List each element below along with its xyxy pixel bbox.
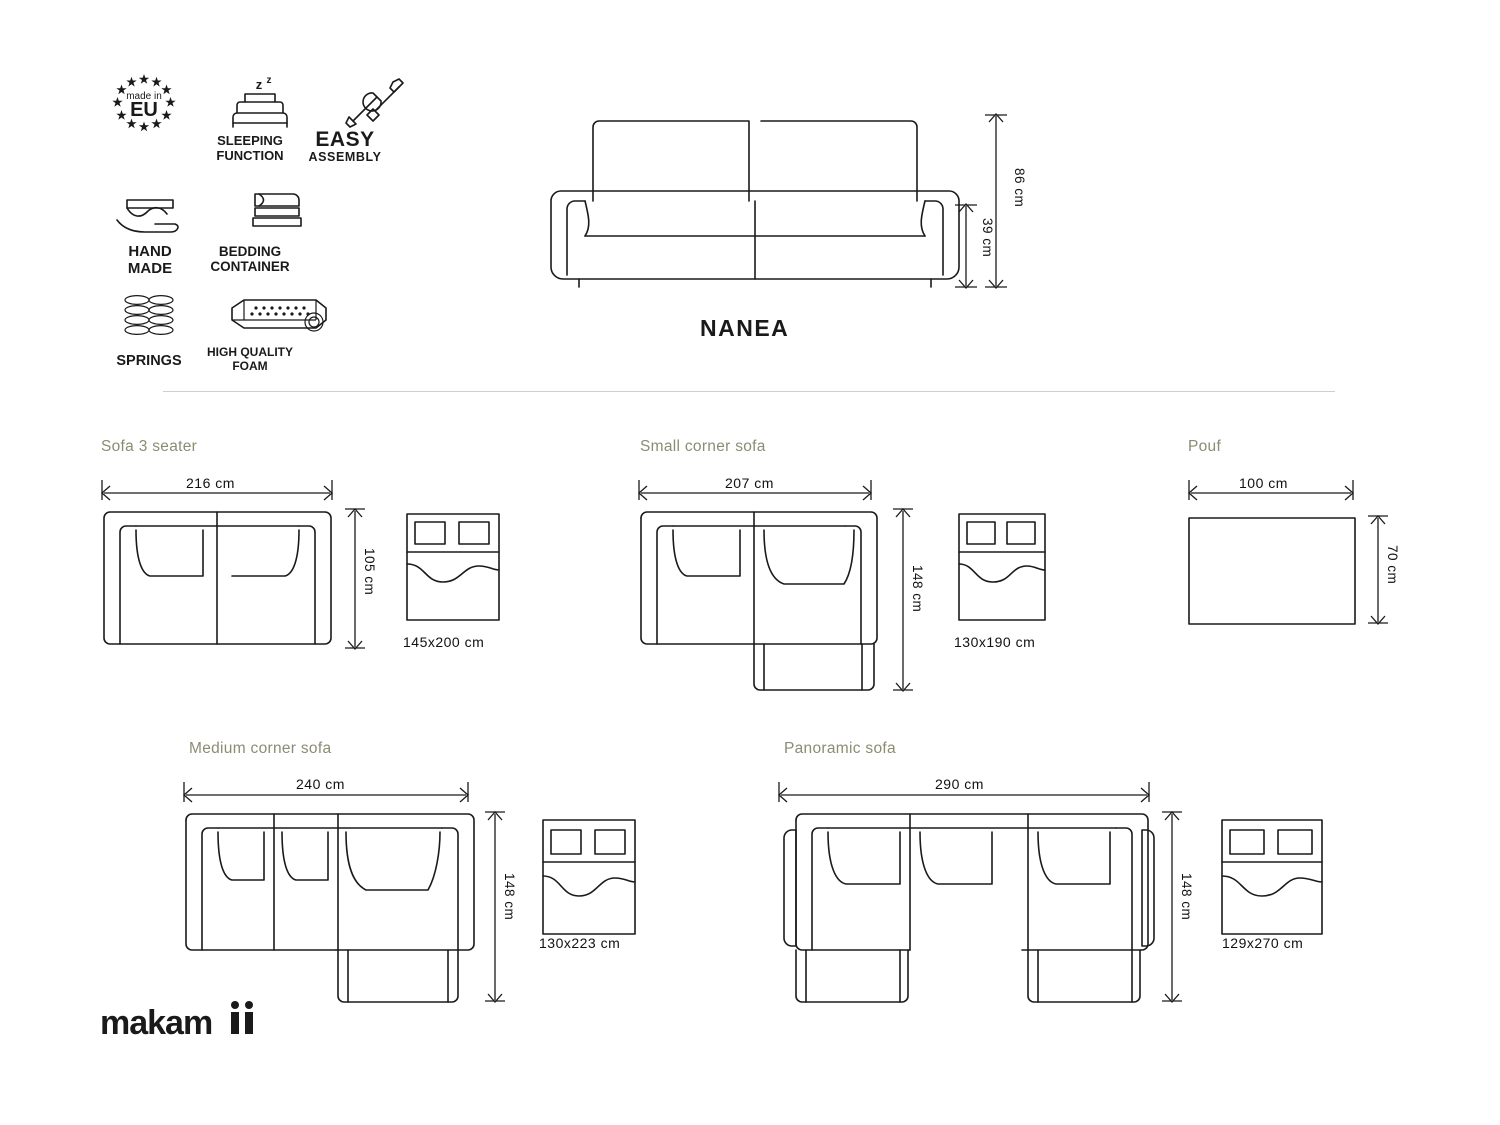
bed-label-panoramic-sofa: 129x270 cm — [1222, 935, 1304, 951]
feature-springs — [100, 286, 200, 348]
hero-height-label: 86 cm — [1012, 168, 1027, 208]
topview-sofa-3-seater — [100, 508, 335, 648]
springs-icon — [119, 286, 181, 348]
feature-badge-group — [100, 72, 420, 362]
depth-label-panoramic-sofa: 148 cm — [1179, 873, 1194, 921]
svg-text:z: z — [266, 75, 272, 86]
topview-pouf — [1187, 516, 1359, 626]
hero-height-dimension — [985, 110, 1007, 292]
variant-title-panoramic-sofa: Panoramic sofa — [784, 740, 896, 757]
bed-topview-medium-corner-sofa — [541, 818, 637, 936]
feature-hand-made — [100, 180, 200, 242]
bed-label-sofa-3-seater: 145x200 cm — [403, 634, 485, 650]
bed-topview-panoramic-sofa — [1220, 818, 1324, 936]
brand-logo — [100, 1000, 270, 1046]
svg-text:makam: makam — [100, 1004, 213, 1042]
width-label-panoramic-sofa: 290 cm — [935, 776, 984, 792]
variant-title-small-corner-sofa: Small corner sofa — [640, 438, 766, 455]
feature-label-hand-made — [100, 244, 200, 278]
feature-row-3 — [100, 286, 420, 348]
bed-topview-small-corner-sofa — [957, 512, 1047, 622]
tools-icon — [343, 72, 409, 134]
feature-sleeping-function — [216, 72, 304, 134]
hero-sofa-illustration — [545, 105, 965, 305]
topview-panoramic-sofa — [778, 810, 1160, 1006]
product-name: NANEA — [700, 315, 790, 341]
feature-label-sleeping-function — [200, 134, 300, 163]
width-label-small-corner-sofa: 207 cm — [725, 475, 774, 491]
feature-label-line: SLEEPING — [217, 133, 283, 148]
feature-row-2 — [100, 180, 420, 242]
variant-title-pouf: Pouf — [1188, 438, 1222, 455]
feature-label-line: HAND — [128, 243, 172, 260]
feature-bedding-container — [228, 180, 328, 242]
depth-label-sofa-3-seater: 105 cm — [362, 548, 377, 596]
depth-label-pouf: 70 cm — [1385, 545, 1400, 585]
feature-label-easy-assembly — [300, 128, 390, 165]
width-label-pouf: 100 cm — [1239, 475, 1288, 491]
feature-row-1 — [100, 72, 420, 134]
variant-title-medium-corner-sofa: Medium corner sofa — [189, 740, 332, 757]
variant-title-sofa-3-seater: Sofa 3 seater — [101, 438, 198, 455]
topview-medium-corner-sofa — [182, 810, 478, 1006]
bed-topview-sofa-3-seater — [405, 512, 501, 622]
svg-text:EU: EU — [130, 99, 158, 121]
feature-label-high-quality-foam — [192, 346, 308, 374]
feature-made-in-eu — [100, 72, 188, 134]
sleeping-sofa-icon — [225, 72, 295, 134]
svg-text:made in: made in — [126, 91, 162, 102]
eu-stars-icon — [101, 72, 187, 134]
feature-label-line: SPRINGS — [116, 353, 182, 369]
bedding-stack-icon — [245, 180, 311, 242]
hand-fabric-icon — [113, 180, 187, 242]
feature-label-springs — [100, 353, 198, 369]
feature-high-quality-foam — [228, 286, 328, 348]
bed-label-medium-corner-sofa: 130x223 cm — [539, 935, 621, 951]
topview-small-corner-sofa — [637, 508, 881, 694]
hero-seat-height-dimension — [955, 200, 977, 292]
width-label-sofa-3-seater: 216 cm — [186, 475, 235, 491]
feature-label-line: HIGH QUALITY — [207, 345, 293, 359]
feature-label-line: EASY — [315, 128, 375, 151]
feature-label-line: BEDDING — [218, 244, 282, 259]
depth-label-small-corner-sofa: 148 cm — [910, 565, 925, 613]
depth-label-medium-corner-sofa: 148 cm — [502, 873, 517, 921]
feature-label-line: FOAM — [232, 358, 268, 373]
hero-seat-height-label: 39 cm — [980, 218, 995, 258]
foam-block-icon — [226, 286, 330, 348]
feature-label-line: MADE — [127, 259, 173, 277]
feature-label-line: ASSEMBLY — [308, 150, 382, 165]
feature-label-line: CONTAINER — [210, 259, 290, 275]
feature-label-line: FUNCTION — [216, 147, 284, 163]
feature-easy-assembly — [332, 72, 420, 134]
section-divider — [163, 391, 1335, 392]
width-label-medium-corner-sofa: 240 cm — [296, 776, 345, 792]
bed-label-small-corner-sofa: 130x190 cm — [954, 634, 1036, 650]
svg-text:z: z — [255, 77, 263, 92]
feature-label-bedding-container — [198, 244, 302, 274]
